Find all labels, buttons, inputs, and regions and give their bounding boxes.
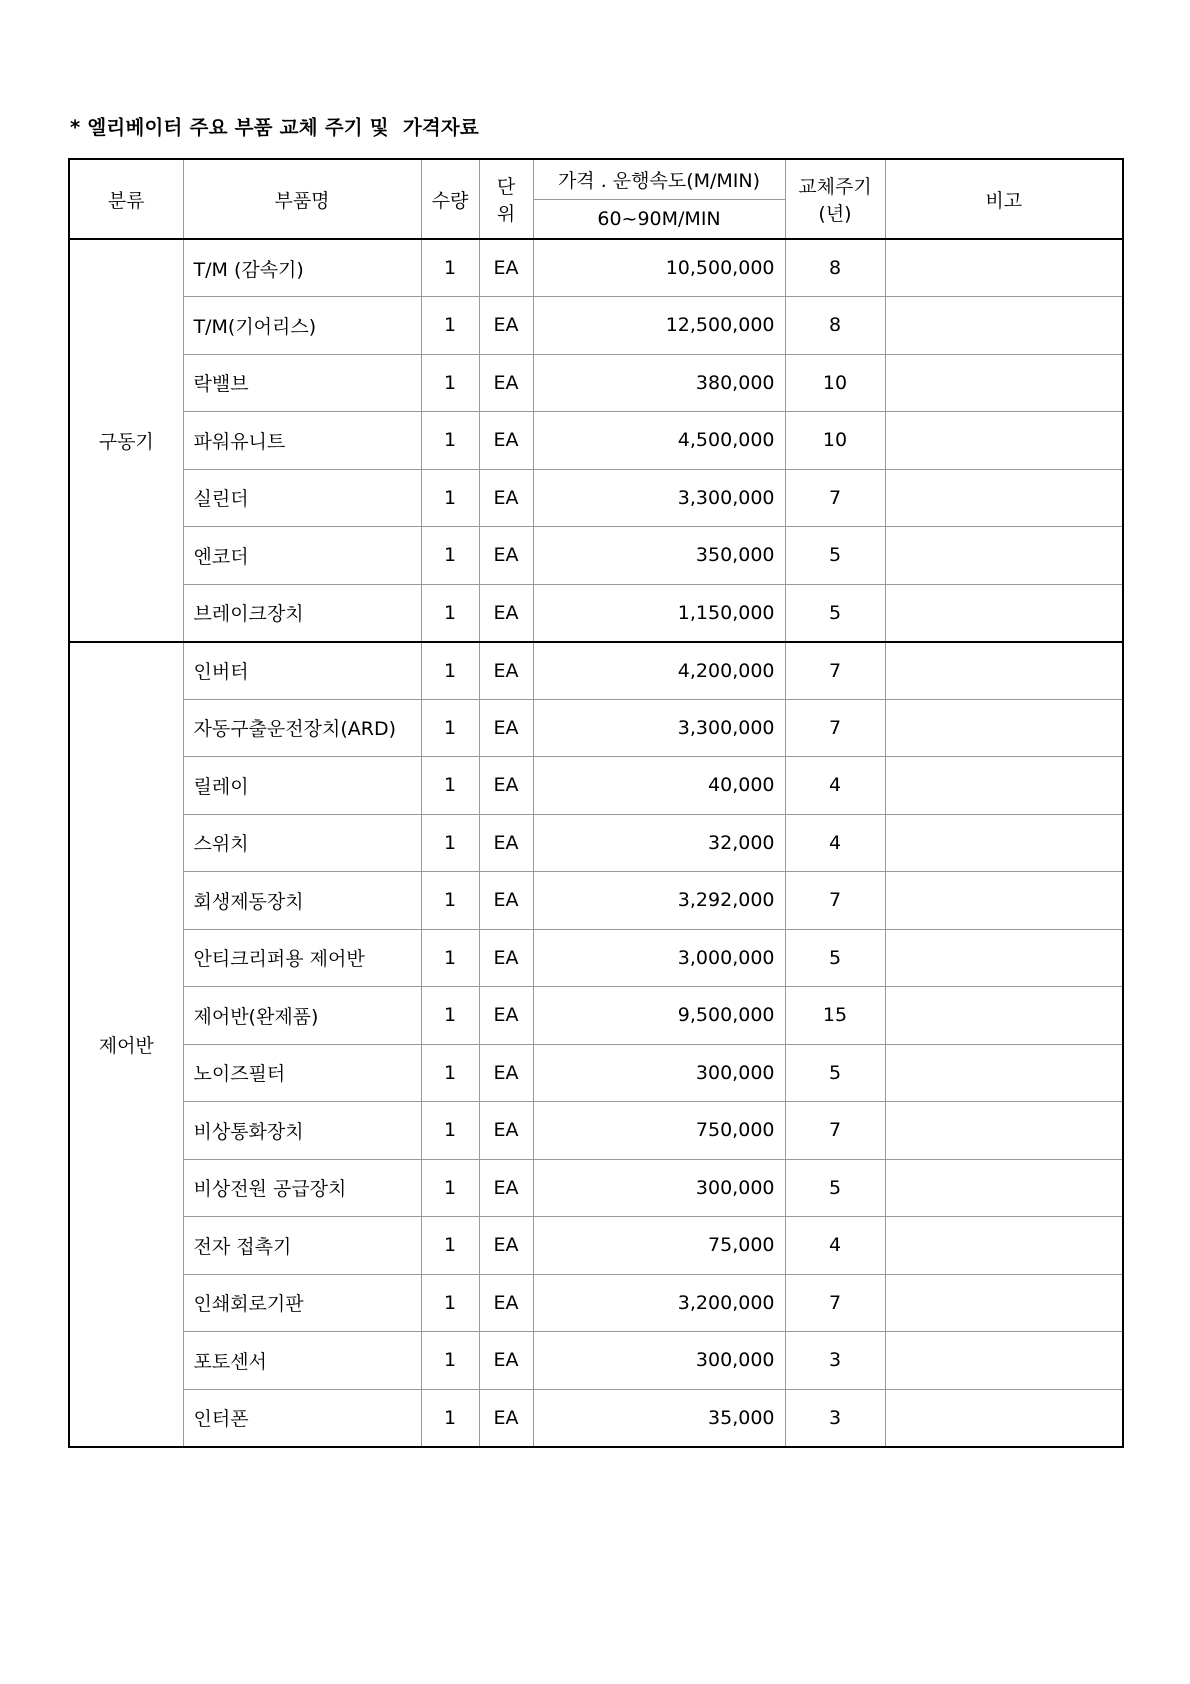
table-header	[69, 159, 1123, 239]
table-row	[69, 527, 1123, 585]
price-cell: 32,000	[533, 814, 785, 872]
note-cell	[885, 1332, 1123, 1390]
price-cell: 1,150,000	[533, 584, 785, 642]
price-cell: 300,000	[533, 1159, 785, 1217]
quantity-cell: 1	[421, 527, 479, 585]
unit-cell: EA	[479, 527, 533, 585]
quantity-cell: 1	[421, 297, 479, 355]
quantity-cell: 1	[421, 987, 479, 1045]
note-cell	[885, 527, 1123, 585]
quantity-cell: 1	[421, 814, 479, 872]
table-row	[69, 469, 1123, 527]
table-row	[69, 1159, 1123, 1217]
quantity-cell: 1	[421, 1044, 479, 1102]
table-row	[69, 412, 1123, 470]
table-row	[69, 297, 1123, 355]
table-row	[69, 929, 1123, 987]
replacement-cycle-cell: 7	[785, 872, 885, 930]
price-cell: 4,200,000	[533, 642, 785, 700]
part-name-cell: 노이즈필터	[183, 1044, 421, 1102]
price-cell: 3,000,000	[533, 929, 785, 987]
price-cell: 300,000	[533, 1332, 785, 1390]
replacement-cycle-cell: 7	[785, 699, 885, 757]
note-cell	[885, 929, 1123, 987]
category-cell: 제어반	[69, 642, 183, 1447]
part-name-cell: T/M(기어리스)	[183, 297, 421, 355]
replacement-cycle-cell: 7	[785, 469, 885, 527]
replacement-cycle-cell: 7	[785, 1274, 885, 1332]
unit-cell: EA	[479, 699, 533, 757]
quantity-cell: 1	[421, 872, 479, 930]
note-cell	[885, 1159, 1123, 1217]
table-row	[69, 354, 1123, 412]
part-name-cell: 포토센서	[183, 1332, 421, 1390]
note-cell	[885, 757, 1123, 815]
table-body	[69, 239, 1123, 1447]
note-cell	[885, 354, 1123, 412]
part-name-cell: 락밸브	[183, 354, 421, 412]
note-cell	[885, 699, 1123, 757]
note-cell	[885, 642, 1123, 700]
column-header-price-group: 가격 . 운행속도(M/MIN)	[533, 159, 785, 199]
quantity-cell: 1	[421, 412, 479, 470]
quantity-cell: 1	[421, 929, 479, 987]
replacement-cycle-cell: 5	[785, 584, 885, 642]
note-cell	[885, 239, 1123, 297]
quantity-cell: 1	[421, 584, 479, 642]
note-cell	[885, 1389, 1123, 1447]
replacement-cycle-cell: 7	[785, 1102, 885, 1160]
part-name-cell: 제어반(완제품)	[183, 987, 421, 1045]
replacement-cycle-cell: 5	[785, 1044, 885, 1102]
quantity-cell: 1	[421, 354, 479, 412]
part-name-cell: 실린더	[183, 469, 421, 527]
part-name-cell: 전자 접촉기	[183, 1217, 421, 1275]
part-name-cell: 릴레이	[183, 757, 421, 815]
part-name-cell: 엔코더	[183, 527, 421, 585]
parts-price-table	[68, 158, 1124, 1448]
replacement-cycle-cell: 4	[785, 757, 885, 815]
note-cell	[885, 297, 1123, 355]
quantity-cell: 1	[421, 1389, 479, 1447]
part-name-cell: 인쇄회로기판	[183, 1274, 421, 1332]
replacement-cycle-cell: 3	[785, 1389, 885, 1447]
table-row	[69, 872, 1123, 930]
replacement-cycle-cell: 7	[785, 642, 885, 700]
replacement-cycle-cell: 15	[785, 987, 885, 1045]
part-name-cell: T/M (감속기)	[183, 239, 421, 297]
replacement-cycle-cell: 4	[785, 1217, 885, 1275]
table-row	[69, 584, 1123, 642]
price-cell: 40,000	[533, 757, 785, 815]
note-cell	[885, 1217, 1123, 1275]
page-title: * 엘리베이터 주요 부품 교체 주기 및 가격자료	[70, 116, 479, 139]
table-row	[69, 239, 1123, 297]
price-cell: 3,300,000	[533, 469, 785, 527]
note-cell	[885, 814, 1123, 872]
replacement-cycle-cell: 4	[785, 814, 885, 872]
table-row	[69, 1274, 1123, 1332]
column-header-price-speed: 60~90M/MIN	[533, 199, 785, 239]
note-cell	[885, 872, 1123, 930]
replacement-cycle-cell: 3	[785, 1332, 885, 1390]
replacement-cycle-label-line2: (년)	[818, 203, 852, 225]
table-row	[69, 1044, 1123, 1102]
unit-cell: EA	[479, 412, 533, 470]
column-header-part-name: 부품명	[183, 159, 421, 239]
part-name-cell: 파워유니트	[183, 412, 421, 470]
price-cell: 3,200,000	[533, 1274, 785, 1332]
table-row	[69, 699, 1123, 757]
price-cell: 350,000	[533, 527, 785, 585]
price-cell: 3,292,000	[533, 872, 785, 930]
unit-cell: EA	[479, 1332, 533, 1390]
part-name-cell: 인터폰	[183, 1389, 421, 1447]
price-cell: 750,000	[533, 1102, 785, 1160]
price-cell: 380,000	[533, 354, 785, 412]
unit-cell: EA	[479, 297, 533, 355]
table-row	[69, 1102, 1123, 1160]
quantity-cell: 1	[421, 699, 479, 757]
replacement-cycle-cell: 5	[785, 527, 885, 585]
part-name-cell: 인버터	[183, 642, 421, 700]
part-name-cell: 안티크리퍼용 제어반	[183, 929, 421, 987]
unit-cell: EA	[479, 757, 533, 815]
quantity-cell: 1	[421, 642, 479, 700]
column-header-unit: 단위	[479, 159, 533, 239]
unit-cell: EA	[479, 929, 533, 987]
replacement-cycle-cell: 5	[785, 929, 885, 987]
unit-cell: EA	[479, 1217, 533, 1275]
category-cell: 구동기	[69, 239, 183, 642]
unit-cell: EA	[479, 239, 533, 297]
quantity-cell: 1	[421, 1217, 479, 1275]
price-cell: 3,300,000	[533, 699, 785, 757]
unit-cell: EA	[479, 1274, 533, 1332]
table-row	[69, 1389, 1123, 1447]
table-row	[69, 987, 1123, 1045]
table-row	[69, 1217, 1123, 1275]
replacement-cycle-cell: 5	[785, 1159, 885, 1217]
unit-cell: EA	[479, 814, 533, 872]
unit-cell: EA	[479, 584, 533, 642]
quantity-cell: 1	[421, 1274, 479, 1332]
note-cell	[885, 1102, 1123, 1160]
unit-cell: EA	[479, 469, 533, 527]
part-name-cell: 회생제동장치	[183, 872, 421, 930]
unit-cell: EA	[479, 987, 533, 1045]
unit-cell: EA	[479, 354, 533, 412]
note-cell	[885, 584, 1123, 642]
quantity-cell: 1	[421, 239, 479, 297]
price-cell: 4,500,000	[533, 412, 785, 470]
table-row	[69, 757, 1123, 815]
column-header-quantity: 수량	[421, 159, 479, 239]
table-row	[69, 642, 1123, 700]
note-cell	[885, 469, 1123, 527]
unit-cell: EA	[479, 1102, 533, 1160]
column-header-category: 분류	[69, 159, 183, 239]
price-cell: 35,000	[533, 1389, 785, 1447]
note-cell	[885, 1044, 1123, 1102]
quantity-cell: 1	[421, 1102, 479, 1160]
unit-cell: EA	[479, 1159, 533, 1217]
part-name-cell: 스위치	[183, 814, 421, 872]
price-cell: 75,000	[533, 1217, 785, 1275]
part-name-cell: 비상통화장치	[183, 1102, 421, 1160]
price-cell: 12,500,000	[533, 297, 785, 355]
unit-cell: EA	[479, 1389, 533, 1447]
table-row	[69, 814, 1123, 872]
part-name-cell: 브레이크장치	[183, 584, 421, 642]
column-header-replacement-cycle	[785, 159, 885, 239]
quantity-cell: 1	[421, 469, 479, 527]
column-header-note: 비고	[885, 159, 1123, 239]
part-name-cell: 비상전원 공급장치	[183, 1159, 421, 1217]
price-cell: 9,500,000	[533, 987, 785, 1045]
note-cell	[885, 1274, 1123, 1332]
replacement-cycle-cell: 8	[785, 239, 885, 297]
replacement-cycle-label-line1: 교체주기	[798, 176, 872, 198]
replacement-cycle-cell: 10	[785, 412, 885, 470]
replacement-cycle-cell: 10	[785, 354, 885, 412]
quantity-cell: 1	[421, 757, 479, 815]
quantity-cell: 1	[421, 1159, 479, 1217]
part-name-cell: 자동구출운전장치(ARD)	[183, 699, 421, 757]
unit-cell: EA	[479, 1044, 533, 1102]
note-cell	[885, 987, 1123, 1045]
note-cell	[885, 412, 1123, 470]
price-cell: 10,500,000	[533, 239, 785, 297]
table-row	[69, 1332, 1123, 1390]
unit-cell: EA	[479, 872, 533, 930]
replacement-cycle-cell: 8	[785, 297, 885, 355]
quantity-cell: 1	[421, 1332, 479, 1390]
unit-cell: EA	[479, 642, 533, 700]
price-cell: 300,000	[533, 1044, 785, 1102]
